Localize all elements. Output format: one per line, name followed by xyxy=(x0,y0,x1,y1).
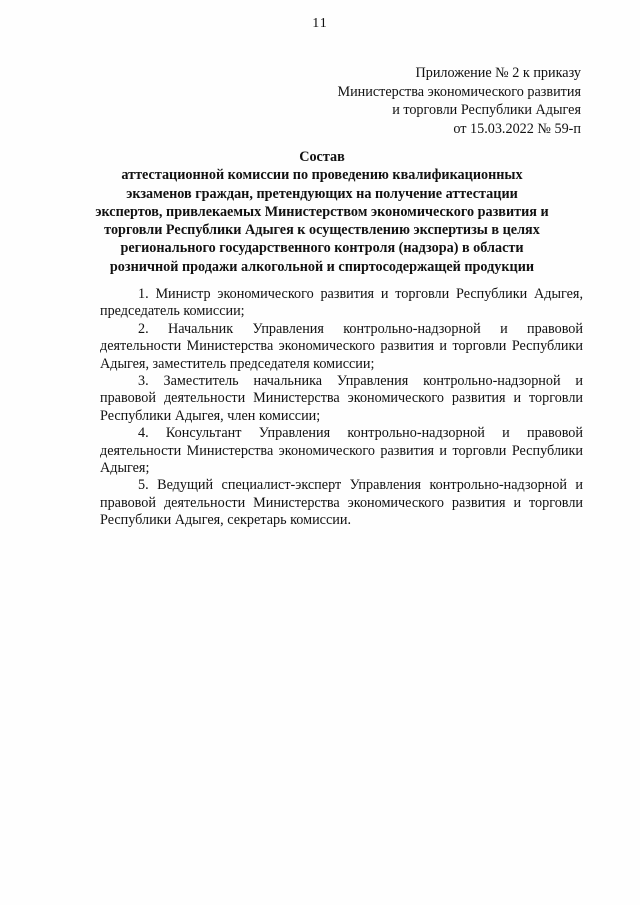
appendix-line: Министерства экономического развития xyxy=(337,83,581,100)
title-line: торговли Республики Адыгея к осуществлению экспертизы в целях xyxy=(104,222,540,239)
commission-member-list xyxy=(100,286,583,530)
page-number: 11 xyxy=(312,16,328,31)
title-line: регионального государственного контроля (надзора) в области xyxy=(120,240,524,257)
appendix-line: Приложение № 2 к приказу xyxy=(415,65,581,81)
list-item: 1. Министр экономического развития и торговли Республики Адыгея, председатель комиссии; xyxy=(100,286,583,320)
title-line: аттестационной комиссии по проведению квалификационных xyxy=(121,167,523,184)
list-item: 3. Заместитель начальника Управления контрольно-надзорной и правовой деятельности Министерства экономического развития и торговли Республики Адыгея, член комиссии; xyxy=(100,373,583,424)
list-item: 2. Начальник Управления контрольно-надзорной и правовой деятельности Министерства экономического развития и торговли Республики Адыгея, заместитель председателя комиссии; xyxy=(100,320,583,372)
appendix-header xyxy=(261,64,581,138)
list-item: 5. Ведущий специалист-эксперт Управления контрольно-надзорной и правовой деятельности Министерства экономического развития и торговли Республики Адыгея, секретарь комиссии. xyxy=(100,477,583,529)
appendix-line: и торговли Республики Адыгея xyxy=(392,102,581,118)
list-item: 4. Консультант Управления контрольно-надзорной и правовой деятельности Министерства экономического развития и торговли Республики Адыгея; xyxy=(100,425,583,477)
title-line: розничной продажи алкогольной и спиртосодержащей продукции xyxy=(109,258,535,275)
appendix-date-line: от 15.03.2022 № 59-п xyxy=(453,120,581,137)
title-line: экспертов, привлекаемых Министерством экономического развития и xyxy=(95,203,549,220)
title-line: экзаменов граждан, претендующих на получение аттестации xyxy=(126,185,518,202)
document-title xyxy=(60,148,584,276)
title-heading: Состав xyxy=(299,149,345,165)
